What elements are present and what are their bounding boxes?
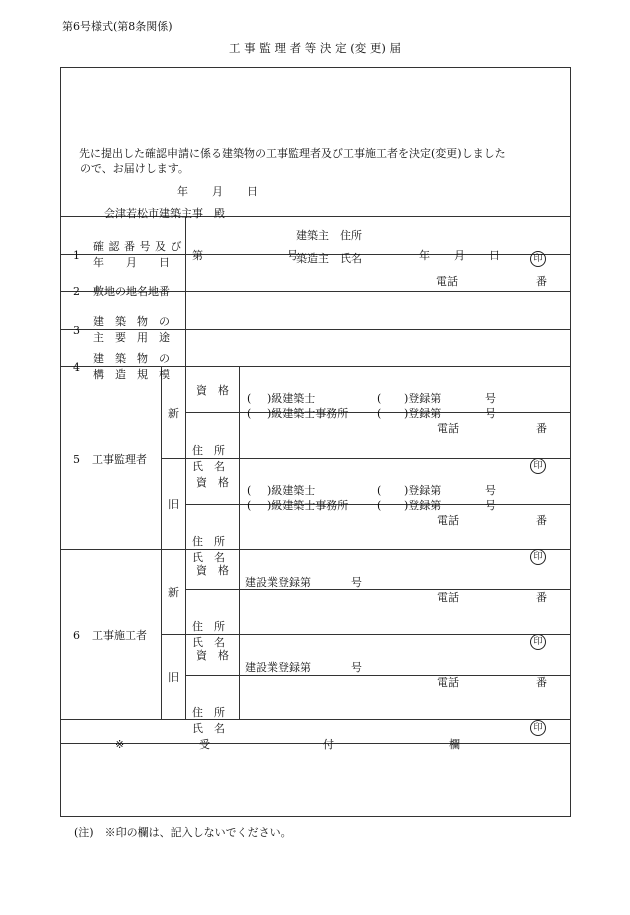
sub-qual-label	[186, 550, 240, 590]
row-number: 4	[73, 361, 80, 374]
phone-label: 電話	[436, 275, 458, 288]
applicant-address-label: 建築主 住所	[296, 229, 362, 242]
confirm-go: 号	[287, 248, 298, 262]
paren: (	[377, 483, 382, 497]
row-3-label-bottom: 主 要 用 途	[93, 330, 170, 344]
sub-old-label: 旧	[168, 498, 179, 511]
name-label: 氏 名	[192, 459, 225, 473]
row-1-label-top: 確 認 番 号 及 び	[93, 239, 182, 253]
paren: (	[377, 498, 382, 512]
confirm-month: 月	[454, 248, 465, 262]
row-3-label-top: 建 築 物 の	[93, 314, 170, 328]
sub-new	[162, 550, 186, 635]
row-6-label	[61, 550, 162, 720]
sub-new-label: 新	[168, 586, 179, 599]
phone-suffix: 番	[536, 421, 547, 435]
sub-old-label: 旧	[168, 671, 179, 684]
phone-suffix: 番	[536, 513, 547, 527]
seal-icon: 印	[530, 634, 546, 650]
date-day: 日	[247, 185, 258, 198]
sub-new-label: 新	[168, 406, 179, 420]
sub-addrname-label	[186, 413, 240, 473]
sub-old	[162, 635, 186, 720]
supervisor-new-qual[interactable]	[240, 367, 571, 435]
name-label: 氏 名	[192, 721, 225, 735]
phone-label: 電話	[437, 590, 459, 604]
seal-icon: 印	[530, 720, 546, 736]
paren: (	[247, 483, 252, 497]
sub-new	[162, 367, 186, 459]
contractor-new-addrname[interactable]	[240, 590, 571, 647]
footnote: (注) ※印の欄は、記入しないでください。	[74, 826, 292, 839]
qual-label: 資 格	[196, 649, 229, 662]
confirm-day: 日	[489, 248, 500, 262]
go-text: 号	[351, 661, 362, 674]
name-label: 氏 名	[192, 636, 225, 649]
row-2-label-text: 敷地の地名地番	[93, 285, 170, 298]
page-title: 工 事 監 理 者 等 決 定 (変 更) 届	[228, 41, 402, 55]
phone-label: 電話	[437, 676, 459, 689]
building-structure-field[interactable]	[186, 330, 571, 367]
row-number: 5	[73, 452, 80, 466]
qual-text: )級建築士事務所	[267, 498, 349, 512]
row-number: 2	[73, 285, 80, 298]
building-use-field[interactable]	[186, 292, 571, 330]
row-2-label	[61, 255, 186, 298]
row-4-label	[61, 330, 186, 381]
phone-label: 電話	[437, 513, 459, 527]
name-label: 氏 名	[192, 551, 225, 564]
receipt-mark: ※	[115, 737, 125, 751]
addr-label: 住 所	[192, 443, 225, 457]
go-text: 号	[351, 575, 362, 589]
supervisor-old-addrname[interactable]	[240, 505, 571, 562]
reg-text: )登録第	[404, 406, 442, 420]
confirm-dai: 第	[192, 248, 203, 262]
contractor-old-addrname[interactable]	[240, 676, 571, 733]
paren: (	[247, 406, 252, 420]
sub-qual-label	[186, 459, 240, 505]
seal-icon: 印	[530, 458, 546, 474]
row-4-label-bottom: 構 造 規 模	[93, 368, 170, 381]
go-text: 号	[485, 483, 496, 497]
phone-suffix: 番	[536, 275, 547, 288]
qual-label: 資 格	[196, 383, 229, 397]
phone-suffix: 番	[536, 590, 547, 604]
date-year: 年	[177, 185, 188, 198]
receipt-header	[61, 720, 571, 751]
addr-label: 住 所	[192, 620, 225, 633]
row-5-label	[61, 367, 162, 550]
date-month: 月	[212, 185, 223, 198]
row-3-label	[61, 292, 186, 344]
seal-icon: 印	[530, 251, 546, 267]
reg-text: )登録第	[404, 483, 442, 497]
row-5-label-text: 工事監理者	[92, 452, 147, 466]
seal-icon: 印	[530, 549, 546, 565]
notification-form-table	[60, 67, 571, 817]
qual-label: 資 格	[196, 563, 229, 577]
receipt-char-2: 付	[323, 737, 334, 751]
form-number: 第6号様式(第8条関係)	[62, 20, 173, 33]
sub-qual-label	[186, 367, 240, 413]
confirm-year: 年	[419, 248, 430, 262]
addr-label: 住 所	[192, 535, 225, 548]
qual-text: )級建築士事務所	[267, 406, 349, 420]
row-4-label-top: 建 築 物 の	[93, 352, 170, 365]
sub-addrname-label	[186, 676, 240, 735]
reg-text: )登録第	[404, 498, 442, 512]
reg-text: )登録第	[404, 391, 442, 405]
paren: (	[247, 498, 252, 512]
qual-text: )級建築士	[267, 483, 316, 497]
receipt-area	[61, 744, 571, 817]
receipt-char-1: 受	[199, 737, 210, 751]
row-1-label-bottom: 年 月 日	[93, 255, 170, 269]
sub-qual-label	[186, 635, 240, 676]
sub-old	[162, 459, 186, 550]
sub-addrname-label	[186, 505, 240, 564]
construction-reg-text: 建設業登録第	[245, 575, 311, 589]
qual-text: )級建築士	[267, 391, 316, 405]
site-address-field[interactable]	[186, 252, 571, 292]
paren: (	[377, 391, 382, 405]
construction-reg-text: 建設業登録第	[245, 661, 311, 674]
go-text: 号	[485, 498, 496, 512]
sub-addrname-label	[186, 590, 240, 649]
contractor-old-qual[interactable]	[240, 635, 571, 689]
intro-line-2: ので、お届けします。	[80, 162, 189, 175]
go-text: 号	[485, 391, 496, 405]
row-6-label-text: 工事施工者	[92, 629, 147, 642]
phone-suffix: 番	[536, 676, 547, 689]
go-text: 号	[485, 406, 496, 420]
supervisor-new-addrname[interactable]	[240, 413, 571, 471]
row-number: 6	[73, 629, 80, 642]
intro-line-1: 先に提出した確認申請に係る建築物の工事監理者及び工事施工者を決定(変更)しました	[79, 147, 506, 160]
applicant-name-label: 築造主 氏名	[296, 252, 362, 265]
row-1-label	[61, 217, 186, 269]
row-number: 1	[73, 248, 80, 262]
paren: (	[247, 391, 252, 405]
receipt-char-3: 欄	[449, 737, 460, 751]
phone-label: 電話	[437, 421, 459, 435]
supervisor-old-qual[interactable]	[240, 459, 571, 527]
row-number: 3	[73, 323, 80, 337]
addr-label: 住 所	[192, 705, 225, 719]
paren: (	[377, 406, 382, 420]
qual-label: 資 格	[196, 475, 229, 489]
addressee: 会津若松市建築主事 殿	[104, 207, 225, 220]
contractor-new-qual[interactable]	[240, 550, 571, 604]
